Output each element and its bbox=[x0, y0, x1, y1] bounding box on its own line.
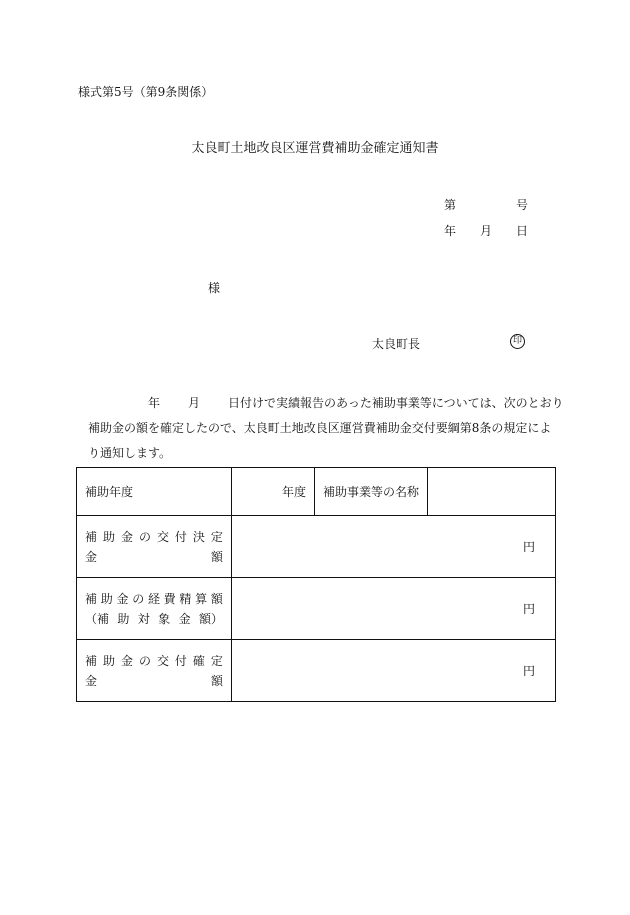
row-label-char: 金 bbox=[85, 673, 98, 688]
document-title: 太良町土地改良区運営費補助金確定通知書 bbox=[191, 141, 439, 156]
settlement-amount-value: 円 bbox=[232, 578, 556, 640]
table-row bbox=[77, 468, 556, 516]
row-label-char: 決 bbox=[192, 529, 205, 544]
row-label-char: 経 bbox=[147, 591, 160, 606]
row-label-char: 助 bbox=[100, 591, 113, 606]
date-year: 年 bbox=[444, 224, 457, 238]
row-label-char: 象 bbox=[158, 611, 171, 626]
row-label-char: 金 bbox=[120, 653, 133, 668]
row-label-char: 定 bbox=[210, 529, 223, 544]
row-label-char: 付 bbox=[174, 529, 187, 544]
recipient-suffix: 様 bbox=[208, 281, 221, 295]
body-line-1-text: 日付けで実績報告のあった補助事業等については、次のとおり bbox=[228, 396, 564, 410]
table-row bbox=[77, 516, 556, 578]
body-line-1 bbox=[88, 391, 564, 416]
date-day: 日 bbox=[516, 224, 529, 238]
row-label-char: 金 bbox=[178, 611, 191, 626]
row-label-char: 助 bbox=[102, 653, 115, 668]
row-label-char: 助 bbox=[102, 529, 115, 544]
row-label-char: 算 bbox=[195, 591, 208, 606]
row-label-char: 定 bbox=[210, 653, 223, 668]
row-label-char: 補 bbox=[85, 591, 98, 606]
row-label-char: （補 bbox=[85, 611, 110, 626]
form-number: 様式第5号（第9条関係） bbox=[78, 85, 214, 99]
row-label-char: の bbox=[132, 591, 145, 606]
grant-table bbox=[76, 467, 556, 702]
seal-icon: 印 bbox=[510, 334, 525, 349]
row-label-char: 対 bbox=[137, 611, 150, 626]
table-row bbox=[77, 640, 556, 702]
row-label-char: 費 bbox=[163, 591, 176, 606]
table-row bbox=[77, 578, 556, 640]
row-label-char: 交 bbox=[156, 529, 169, 544]
row-label-char: 補 bbox=[85, 653, 98, 668]
row-label-char: 精 bbox=[179, 591, 192, 606]
body-line-3: り通知します。 bbox=[88, 446, 172, 460]
row-label-char: 金 bbox=[85, 549, 98, 564]
fiscal-year-unit: 年度 bbox=[232, 468, 315, 516]
row-label-settlement-amount bbox=[77, 578, 232, 640]
row-label-char: の bbox=[138, 529, 151, 544]
row-label-char: 確 bbox=[192, 653, 205, 668]
row-label-char: 補 bbox=[85, 529, 98, 544]
body-year: 年 bbox=[148, 396, 161, 410]
row-label-char: 額） bbox=[198, 611, 223, 626]
confirmed-amount-value: 円 bbox=[232, 640, 556, 702]
body-line-2: 補助金の額を確定したので、太良町土地改良区運営費補助金交付要綱第8条の規定によ bbox=[88, 421, 552, 435]
doc-number-prefix: 第 bbox=[444, 198, 457, 212]
doc-number-suffix: 号 bbox=[516, 198, 529, 212]
project-name-label: 補助事業等の名称 bbox=[315, 468, 428, 516]
body-month: 月 bbox=[188, 396, 201, 410]
row-label-char: 付 bbox=[174, 653, 187, 668]
row-label-char: 額 bbox=[210, 673, 223, 688]
project-name-value bbox=[428, 468, 556, 516]
row-label-char: の bbox=[138, 653, 151, 668]
body-text bbox=[88, 391, 564, 466]
row-label-decision-amount bbox=[77, 516, 232, 578]
row-label-char: 額 bbox=[210, 591, 223, 606]
issuer-name: 太良町長 bbox=[372, 337, 421, 351]
row-label-char: 助 bbox=[117, 611, 130, 626]
row-label-char: 金 bbox=[116, 591, 129, 606]
row-label-confirmed-amount bbox=[77, 640, 232, 702]
fiscal-year-label: 補助年度 bbox=[77, 468, 232, 516]
row-label-char: 額 bbox=[210, 549, 223, 564]
decision-amount-value: 円 bbox=[232, 516, 556, 578]
date-month: 月 bbox=[480, 224, 493, 238]
row-label-char: 金 bbox=[120, 529, 133, 544]
row-label-char: 交 bbox=[156, 653, 169, 668]
